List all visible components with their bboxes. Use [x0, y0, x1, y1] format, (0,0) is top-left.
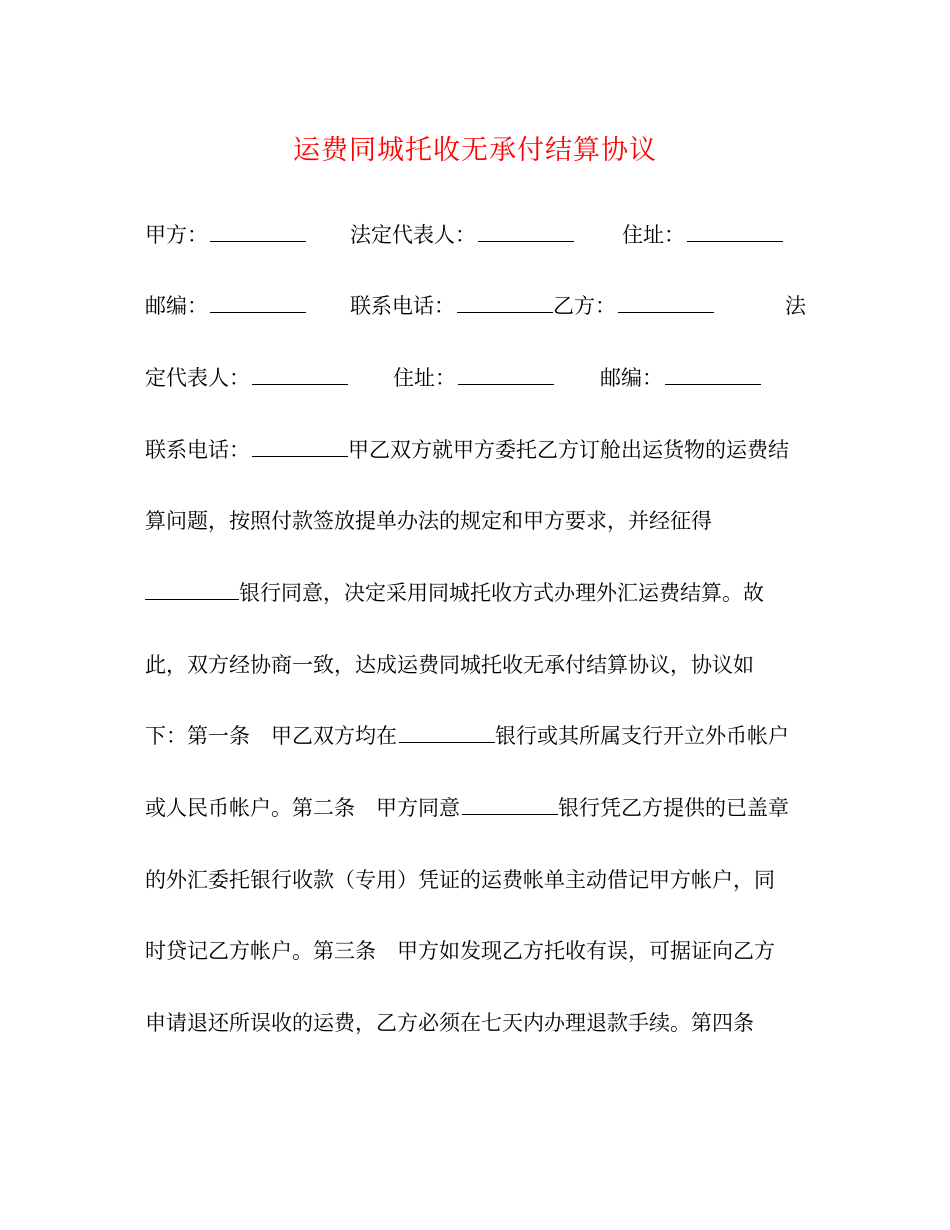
phone-blank [457, 290, 553, 313]
text-line [145, 1005, 807, 1041]
phone-blank [252, 434, 348, 457]
paragraph-text: 此，双方经协商一致，达成运费同城托收无承付结算协议，协议如 [145, 653, 754, 677]
text-line [145, 862, 807, 898]
paragraph-text: 甲乙双方就甲方委托乙方订舱出运货物的运费结 [348, 438, 789, 462]
party-a-blank [210, 219, 306, 242]
legal-rep-label: 法定代表人： [350, 223, 476, 247]
address-label: 住址： [393, 366, 456, 390]
document-title: 运费同城托收无承付结算协议 [293, 135, 657, 166]
fa-char: 法 [785, 294, 806, 318]
text-line [145, 217, 807, 253]
bank-blank [145, 577, 239, 600]
text-line [145, 790, 807, 826]
paragraph-text: 申请退还所误收的运费，乙方必须在七天内办理退款手续。第四条 [145, 1011, 754, 1035]
text-line [145, 575, 807, 611]
party-b-label: 乙方： [553, 294, 616, 318]
text-line [145, 432, 807, 468]
legal-rep-blank [252, 362, 348, 385]
paragraph-text: 银行或其所属支行开立外币帐户 [495, 724, 789, 748]
paragraph-text: 银行凭乙方提供的已盖章 [558, 796, 789, 820]
postcode-label: 邮编： [145, 294, 208, 318]
paragraph-text: 的外汇委托银行收款（专用）凭证的运费帐单主动借记甲方帐户，同 [145, 868, 775, 892]
legal-rep-label: 定代表人： [145, 366, 250, 390]
address-blank [687, 219, 783, 242]
address-label: 住址： [622, 223, 685, 247]
address-blank [458, 362, 554, 385]
text-line [145, 288, 807, 324]
paragraph-text: 或人民币帐户。第二条 甲方同意 [145, 796, 460, 820]
text-line [145, 360, 807, 396]
text-line [145, 503, 807, 539]
phone-label: 联系电话： [350, 294, 455, 318]
paragraph-text: 下：第一条 甲乙双方均在 [145, 724, 397, 748]
paragraph-text: 银行同意，决定采用同城托收方式办理外汇运费结算。故 [239, 581, 764, 605]
bank-blank [462, 792, 558, 815]
postcode-blank [210, 290, 306, 313]
text-line [145, 647, 807, 683]
text-line [145, 933, 807, 969]
party-b-blank [618, 290, 714, 313]
paragraph-text: 时贷记乙方帐户。第三条 甲方如发现乙方托收有误，可据证向乙方 [145, 939, 775, 963]
legal-rep-blank [478, 219, 574, 242]
paragraph-text: 算问题，按照付款签放提单办法的规定和甲方要求，并经征得 [145, 509, 712, 533]
postcode-blank [665, 362, 761, 385]
phone-label: 联系电话： [145, 438, 250, 462]
party-a-label: 甲方： [145, 223, 208, 247]
postcode-label: 邮编： [600, 366, 663, 390]
bank-blank [399, 720, 495, 743]
text-line [145, 718, 807, 754]
